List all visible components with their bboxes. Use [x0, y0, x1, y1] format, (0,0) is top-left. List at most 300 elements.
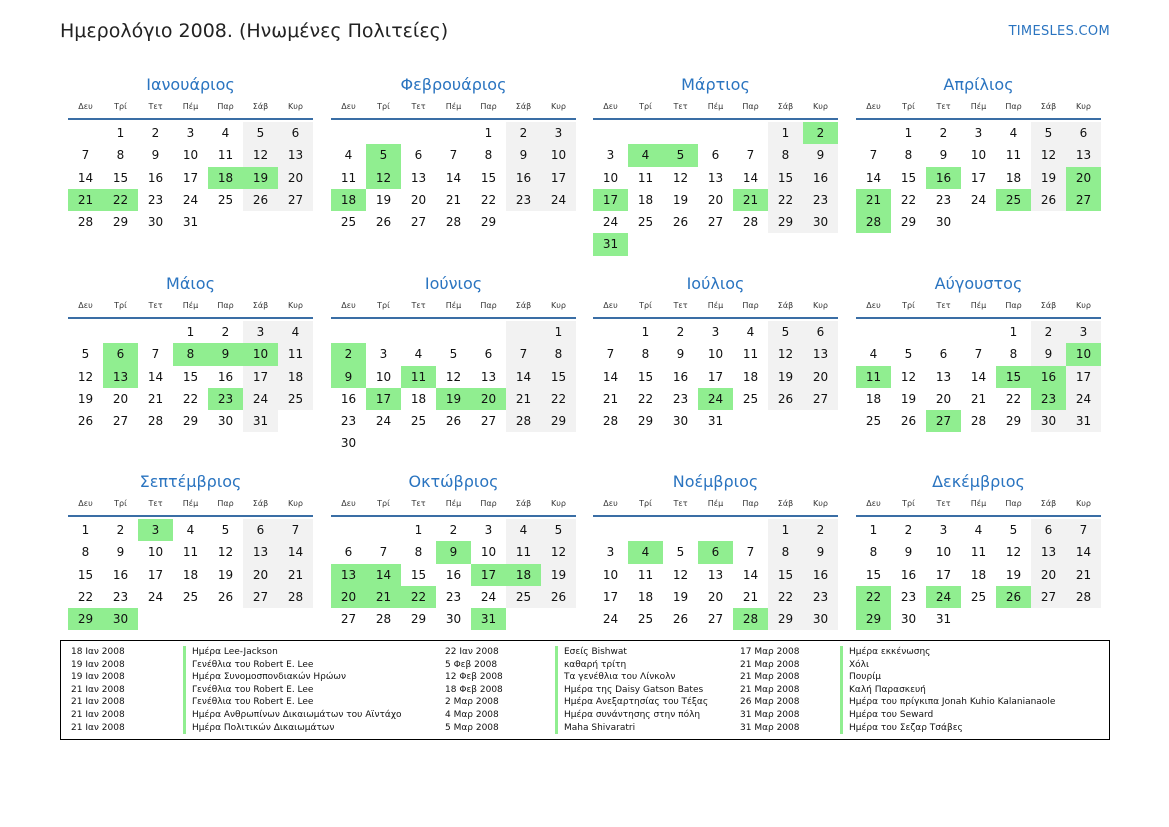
- day-cell[interactable]: 2: [221, 325, 230, 339]
- day-cell[interactable]: 28: [147, 414, 164, 429]
- day-cell[interactable]: 28: [1066, 586, 1101, 608]
- day-cell[interactable]: 23: [506, 189, 541, 211]
- day-cell[interactable]: 18: [637, 192, 654, 207]
- holiday-day-cell[interactable]: 13: [103, 366, 138, 388]
- day-cell[interactable]: 16: [445, 567, 462, 582]
- day-cell[interactable]: 29: [768, 608, 803, 630]
- day-cell[interactable]: 10: [602, 567, 619, 582]
- day-cell[interactable]: 15: [768, 564, 803, 586]
- day-cell[interactable]: 9: [676, 347, 685, 362]
- day-cell[interactable]: 6: [711, 148, 720, 163]
- day-cell[interactable]: 16: [217, 369, 234, 384]
- day-cell[interactable]: 14: [742, 170, 759, 185]
- day-cell[interactable]: 11: [637, 170, 654, 185]
- day-cell[interactable]: 3: [939, 523, 948, 537]
- day-cell[interactable]: 18: [637, 589, 654, 604]
- day-cell[interactable]: 12: [672, 170, 689, 185]
- day-cell[interactable]: 30: [217, 414, 234, 429]
- day-cell[interactable]: 1: [768, 122, 803, 144]
- day-cell[interactable]: 17: [970, 170, 987, 185]
- day-cell[interactable]: 2: [116, 523, 125, 537]
- holiday-day-cell[interactable]: 21: [733, 189, 768, 211]
- day-cell[interactable]: 15: [541, 366, 576, 388]
- day-cell[interactable]: 23: [445, 589, 462, 604]
- day-cell[interactable]: 14: [147, 369, 164, 384]
- day-cell[interactable]: 20: [707, 589, 724, 604]
- holiday-day-cell[interactable]: 24: [926, 586, 961, 608]
- day-cell[interactable]: 25: [970, 589, 987, 604]
- day-cell[interactable]: 13: [803, 343, 838, 365]
- day-cell[interactable]: 8: [541, 343, 576, 365]
- day-cell[interactable]: 1: [641, 325, 650, 339]
- day-cell[interactable]: 16: [340, 391, 357, 406]
- day-cell[interactable]: 14: [278, 541, 313, 563]
- day-cell[interactable]: 4: [974, 523, 983, 537]
- holiday-day-cell[interactable]: 18: [506, 564, 541, 586]
- day-cell[interactable]: 24: [602, 215, 619, 230]
- day-cell[interactable]: 19: [768, 366, 803, 388]
- holiday-day-cell[interactable]: 15: [996, 366, 1031, 388]
- day-cell[interactable]: 24: [602, 612, 619, 627]
- day-cell[interactable]: 5: [449, 347, 458, 362]
- day-cell[interactable]: 5: [676, 545, 685, 560]
- day-cell[interactable]: 30: [803, 608, 838, 630]
- day-cell[interactable]: 12: [672, 567, 689, 582]
- day-cell[interactable]: 25: [637, 215, 654, 230]
- day-cell[interactable]: 8: [641, 347, 650, 362]
- holiday-day-cell[interactable]: 2: [331, 343, 366, 365]
- holiday-day-cell[interactable]: 20: [1066, 167, 1101, 189]
- day-cell[interactable]: 23: [112, 589, 129, 604]
- holiday-day-cell[interactable]: 17: [471, 564, 506, 586]
- day-cell[interactable]: 7: [974, 347, 983, 362]
- day-cell[interactable]: 19: [672, 192, 689, 207]
- day-cell[interactable]: 29: [637, 414, 654, 429]
- holiday-day-cell[interactable]: 27: [926, 410, 961, 432]
- day-cell[interactable]: 16: [147, 170, 164, 185]
- holiday-day-cell[interactable]: 3: [138, 519, 173, 541]
- day-cell[interactable]: 7: [278, 519, 313, 541]
- day-cell[interactable]: 3: [606, 545, 615, 560]
- day-cell[interactable]: 25: [506, 586, 541, 608]
- day-cell[interactable]: 29: [541, 410, 576, 432]
- holiday-day-cell[interactable]: 20: [471, 388, 506, 410]
- day-cell[interactable]: 27: [340, 612, 357, 627]
- day-cell[interactable]: 29: [900, 215, 917, 230]
- day-cell[interactable]: 21: [147, 391, 164, 406]
- day-cell[interactable]: 14: [1066, 541, 1101, 563]
- day-cell[interactable]: 21: [1066, 564, 1101, 586]
- day-cell[interactable]: 15: [480, 170, 497, 185]
- day-cell[interactable]: 20: [1031, 564, 1066, 586]
- day-cell[interactable]: 7: [151, 347, 160, 362]
- day-cell[interactable]: 9: [506, 144, 541, 166]
- day-cell[interactable]: 16: [672, 369, 689, 384]
- day-cell[interactable]: 3: [379, 347, 388, 362]
- day-cell[interactable]: 6: [414, 148, 423, 163]
- day-cell[interactable]: 20: [243, 564, 278, 586]
- day-cell[interactable]: 23: [900, 589, 917, 604]
- day-cell[interactable]: 12: [77, 369, 94, 384]
- day-cell[interactable]: 26: [445, 414, 462, 429]
- day-cell[interactable]: 11: [182, 545, 199, 560]
- day-cell[interactable]: 29: [182, 414, 199, 429]
- day-cell[interactable]: 2: [939, 126, 948, 140]
- day-cell[interactable]: 25: [340, 215, 357, 230]
- day-cell[interactable]: 28: [742, 215, 759, 230]
- day-cell[interactable]: 24: [541, 189, 576, 211]
- holiday-day-cell[interactable]: 29: [856, 608, 891, 630]
- day-cell[interactable]: 25: [217, 192, 234, 207]
- day-cell[interactable]: 13: [707, 567, 724, 582]
- holiday-day-cell[interactable]: 31: [471, 608, 506, 630]
- day-cell[interactable]: 23: [803, 189, 838, 211]
- day-cell[interactable]: 27: [1031, 586, 1066, 608]
- day-cell[interactable]: 22: [900, 192, 917, 207]
- day-cell[interactable]: 27: [112, 414, 129, 429]
- day-cell[interactable]: 20: [707, 192, 724, 207]
- day-cell[interactable]: 6: [278, 122, 313, 144]
- day-cell[interactable]: 30: [340, 436, 357, 451]
- day-cell[interactable]: 3: [1066, 321, 1101, 343]
- day-cell[interactable]: 22: [541, 388, 576, 410]
- holiday-day-cell[interactable]: 2: [803, 122, 838, 144]
- day-cell[interactable]: 24: [480, 589, 497, 604]
- day-cell[interactable]: 30: [672, 414, 689, 429]
- day-cell[interactable]: 6: [344, 545, 353, 560]
- day-cell[interactable]: 24: [243, 388, 278, 410]
- day-cell[interactable]: 13: [410, 170, 427, 185]
- day-cell[interactable]: 9: [803, 144, 838, 166]
- day-cell[interactable]: 26: [900, 414, 917, 429]
- day-cell[interactable]: 19: [1031, 167, 1066, 189]
- day-cell[interactable]: 1: [768, 519, 803, 541]
- day-cell[interactable]: 20: [935, 391, 952, 406]
- day-cell[interactable]: 3: [974, 126, 983, 140]
- day-cell[interactable]: 30: [147, 215, 164, 230]
- holiday-day-cell[interactable]: 11: [401, 366, 436, 388]
- day-cell[interactable]: 2: [151, 126, 160, 140]
- day-cell[interactable]: 4: [221, 126, 230, 140]
- day-cell[interactable]: 15: [182, 369, 199, 384]
- holiday-day-cell[interactable]: 19: [436, 388, 471, 410]
- holiday-day-cell[interactable]: 31: [593, 233, 628, 255]
- holiday-day-cell[interactable]: 21: [68, 189, 103, 211]
- day-cell[interactable]: 23: [935, 192, 952, 207]
- day-cell[interactable]: 6: [1066, 122, 1101, 144]
- day-cell[interactable]: 14: [602, 369, 619, 384]
- day-cell[interactable]: 7: [506, 343, 541, 365]
- day-cell[interactable]: 21: [445, 192, 462, 207]
- day-cell[interactable]: 22: [637, 391, 654, 406]
- day-cell[interactable]: 19: [900, 391, 917, 406]
- day-cell[interactable]: 7: [81, 148, 90, 163]
- day-cell[interactable]: 18: [865, 391, 882, 406]
- day-cell[interactable]: 9: [803, 541, 838, 563]
- holiday-day-cell[interactable]: 23: [208, 388, 243, 410]
- day-cell[interactable]: 19: [541, 564, 576, 586]
- day-cell[interactable]: 1: [541, 321, 576, 343]
- day-cell[interactable]: 17: [147, 567, 164, 582]
- day-cell[interactable]: 29: [410, 612, 427, 627]
- day-cell[interactable]: 27: [480, 414, 497, 429]
- day-cell[interactable]: 25: [742, 391, 759, 406]
- day-cell[interactable]: 29: [112, 215, 129, 230]
- day-cell[interactable]: 1: [1009, 325, 1018, 339]
- day-cell[interactable]: 10: [707, 347, 724, 362]
- day-cell[interactable]: 18: [1005, 170, 1022, 185]
- day-cell[interactable]: 11: [506, 541, 541, 563]
- day-cell[interactable]: 2: [449, 523, 458, 537]
- day-cell[interactable]: 28: [278, 586, 313, 608]
- day-cell[interactable]: 3: [186, 126, 195, 140]
- day-cell[interactable]: 14: [506, 366, 541, 388]
- day-cell[interactable]: 19: [375, 192, 392, 207]
- day-cell[interactable]: 7: [606, 347, 615, 362]
- holiday-day-cell[interactable]: 26: [996, 586, 1031, 608]
- day-cell[interactable]: 13: [243, 541, 278, 563]
- holiday-day-cell[interactable]: 6: [698, 541, 733, 563]
- day-cell[interactable]: 21: [970, 391, 987, 406]
- day-cell[interactable]: 24: [147, 589, 164, 604]
- day-cell[interactable]: 2: [904, 523, 913, 537]
- day-cell[interactable]: 10: [970, 148, 987, 163]
- day-cell[interactable]: 28: [970, 414, 987, 429]
- day-cell[interactable]: 17: [182, 170, 199, 185]
- day-cell[interactable]: 1: [186, 325, 195, 339]
- day-cell[interactable]: 11: [1005, 148, 1022, 163]
- day-cell[interactable]: 21: [742, 589, 759, 604]
- holiday-day-cell[interactable]: 9: [208, 343, 243, 365]
- day-cell[interactable]: 5: [221, 523, 230, 537]
- day-cell[interactable]: 5: [81, 347, 90, 362]
- holiday-day-cell[interactable]: 30: [103, 608, 138, 630]
- day-cell[interactable]: 30: [803, 211, 838, 233]
- day-cell[interactable]: 4: [869, 347, 878, 362]
- day-cell[interactable]: 26: [217, 589, 234, 604]
- day-cell[interactable]: 26: [243, 189, 278, 211]
- day-cell[interactable]: 1: [414, 523, 423, 537]
- day-cell[interactable]: 13: [1031, 541, 1066, 563]
- day-cell[interactable]: 8: [869, 545, 878, 560]
- day-cell[interactable]: 14: [445, 170, 462, 185]
- day-cell[interactable]: 6: [484, 347, 493, 362]
- day-cell[interactable]: 4: [746, 325, 755, 339]
- day-cell[interactable]: 18: [278, 366, 313, 388]
- day-cell[interactable]: 18: [182, 567, 199, 582]
- day-cell[interactable]: 31: [182, 215, 199, 230]
- day-cell[interactable]: 1: [484, 126, 493, 140]
- day-cell[interactable]: 7: [869, 148, 878, 163]
- day-cell[interactable]: 26: [672, 612, 689, 627]
- day-cell[interactable]: 12: [541, 541, 576, 563]
- day-cell[interactable]: 27: [803, 388, 838, 410]
- day-cell[interactable]: 4: [344, 148, 353, 163]
- day-cell[interactable]: 25: [637, 612, 654, 627]
- day-cell[interactable]: 28: [506, 410, 541, 432]
- day-cell[interactable]: 22: [480, 192, 497, 207]
- day-cell[interactable]: 23: [803, 586, 838, 608]
- holiday-day-cell[interactable]: 27: [1066, 189, 1101, 211]
- day-cell[interactable]: 1: [904, 126, 913, 140]
- holiday-day-cell[interactable]: 4: [628, 144, 663, 166]
- day-cell[interactable]: 20: [278, 167, 313, 189]
- day-cell[interactable]: 4: [278, 321, 313, 343]
- day-cell[interactable]: 16: [112, 567, 129, 582]
- day-cell[interactable]: 22: [182, 391, 199, 406]
- day-cell[interactable]: 2: [1031, 321, 1066, 343]
- day-cell[interactable]: 28: [445, 215, 462, 230]
- day-cell[interactable]: 5: [904, 347, 913, 362]
- holiday-day-cell[interactable]: 18: [208, 167, 243, 189]
- holiday-day-cell[interactable]: 9: [331, 366, 366, 388]
- day-cell[interactable]: 15: [637, 369, 654, 384]
- day-cell[interactable]: 19: [77, 391, 94, 406]
- day-cell[interactable]: 15: [865, 567, 882, 582]
- day-cell[interactable]: 16: [506, 167, 541, 189]
- holiday-day-cell[interactable]: 4: [628, 541, 663, 563]
- day-cell[interactable]: 5: [768, 321, 803, 343]
- holiday-day-cell[interactable]: 28: [856, 211, 891, 233]
- day-cell[interactable]: 8: [484, 148, 493, 163]
- day-cell[interactable]: 19: [217, 567, 234, 582]
- day-cell[interactable]: 11: [637, 567, 654, 582]
- day-cell[interactable]: 20: [410, 192, 427, 207]
- day-cell[interactable]: 3: [243, 321, 278, 343]
- day-cell[interactable]: 21: [278, 564, 313, 586]
- day-cell[interactable]: 30: [900, 612, 917, 627]
- day-cell[interactable]: 28: [375, 612, 392, 627]
- site-link[interactable]: TIMESLES.COM: [1008, 24, 1110, 39]
- day-cell[interactable]: 9: [904, 545, 913, 560]
- day-cell[interactable]: 17: [602, 589, 619, 604]
- day-cell[interactable]: 2: [803, 519, 838, 541]
- day-cell[interactable]: 20: [803, 366, 838, 388]
- day-cell[interactable]: 27: [707, 612, 724, 627]
- day-cell[interactable]: 16: [900, 567, 917, 582]
- holiday-day-cell[interactable]: 21: [856, 189, 891, 211]
- day-cell[interactable]: 27: [707, 215, 724, 230]
- day-cell[interactable]: 14: [865, 170, 882, 185]
- day-cell[interactable]: 11: [970, 545, 987, 560]
- day-cell[interactable]: 2: [506, 122, 541, 144]
- day-cell[interactable]: 14: [742, 567, 759, 582]
- holiday-day-cell[interactable]: 22: [103, 189, 138, 211]
- day-cell[interactable]: 9: [151, 148, 160, 163]
- day-cell[interactable]: 13: [278, 144, 313, 166]
- day-cell[interactable]: 5: [1031, 122, 1066, 144]
- day-cell[interactable]: 20: [112, 391, 129, 406]
- holiday-day-cell[interactable]: 6: [103, 343, 138, 365]
- day-cell[interactable]: 25: [865, 414, 882, 429]
- day-cell[interactable]: 3: [711, 325, 720, 339]
- day-cell[interactable]: 12: [900, 369, 917, 384]
- day-cell[interactable]: 10: [147, 545, 164, 560]
- day-cell[interactable]: 3: [484, 523, 493, 537]
- day-cell[interactable]: 15: [900, 170, 917, 185]
- day-cell[interactable]: 10: [375, 369, 392, 384]
- day-cell[interactable]: 17: [935, 567, 952, 582]
- day-cell[interactable]: 23: [672, 391, 689, 406]
- day-cell[interactable]: 24: [375, 414, 392, 429]
- day-cell[interactable]: 8: [904, 148, 913, 163]
- day-cell[interactable]: 29: [1005, 414, 1022, 429]
- day-cell[interactable]: 13: [707, 170, 724, 185]
- holiday-day-cell[interactable]: 5: [663, 144, 698, 166]
- day-cell[interactable]: 10: [935, 545, 952, 560]
- holiday-day-cell[interactable]: 23: [1031, 388, 1066, 410]
- day-cell[interactable]: 5: [243, 122, 278, 144]
- holiday-day-cell[interactable]: 9: [436, 541, 471, 563]
- day-cell[interactable]: 14: [77, 170, 94, 185]
- holiday-day-cell[interactable]: 16: [926, 167, 961, 189]
- day-cell[interactable]: 18: [742, 369, 759, 384]
- day-cell[interactable]: 17: [707, 369, 724, 384]
- day-cell[interactable]: 4: [186, 523, 195, 537]
- holiday-day-cell[interactable]: 29: [68, 608, 103, 630]
- day-cell[interactable]: 12: [768, 343, 803, 365]
- day-cell[interactable]: 4: [1009, 126, 1018, 140]
- day-cell[interactable]: 30: [1031, 410, 1066, 432]
- day-cell[interactable]: 6: [939, 347, 948, 362]
- day-cell[interactable]: 8: [768, 541, 803, 563]
- day-cell[interactable]: 27: [243, 586, 278, 608]
- day-cell[interactable]: 2: [676, 325, 685, 339]
- day-cell[interactable]: 28: [77, 215, 94, 230]
- holiday-day-cell[interactable]: 17: [366, 388, 401, 410]
- day-cell[interactable]: 25: [182, 589, 199, 604]
- holiday-day-cell[interactable]: 13: [331, 564, 366, 586]
- holiday-day-cell[interactable]: 16: [1031, 366, 1066, 388]
- holiday-day-cell[interactable]: 18: [331, 189, 366, 211]
- day-cell[interactable]: 24: [1066, 388, 1101, 410]
- day-cell[interactable]: 21: [602, 391, 619, 406]
- day-cell[interactable]: 30: [935, 215, 952, 230]
- holiday-day-cell[interactable]: 21: [366, 586, 401, 608]
- day-cell[interactable]: 31: [1066, 410, 1101, 432]
- day-cell[interactable]: 19: [1005, 567, 1022, 582]
- holiday-day-cell[interactable]: 8: [173, 343, 208, 365]
- day-cell[interactable]: 21: [506, 388, 541, 410]
- day-cell[interactable]: 26: [77, 414, 94, 429]
- day-cell[interactable]: 11: [340, 170, 357, 185]
- day-cell[interactable]: 10: [541, 144, 576, 166]
- holiday-day-cell[interactable]: 19: [243, 167, 278, 189]
- day-cell[interactable]: 6: [1031, 519, 1066, 541]
- holiday-day-cell[interactable]: 17: [593, 189, 628, 211]
- day-cell[interactable]: 17: [243, 366, 278, 388]
- day-cell[interactable]: 1: [81, 523, 90, 537]
- holiday-day-cell[interactable]: 5: [366, 144, 401, 166]
- day-cell[interactable]: 29: [480, 215, 497, 230]
- day-cell[interactable]: 15: [77, 567, 94, 582]
- day-cell[interactable]: 18: [970, 567, 987, 582]
- day-cell[interactable]: 9: [1031, 343, 1066, 365]
- day-cell[interactable]: 29: [768, 211, 803, 233]
- day-cell[interactable]: 3: [541, 122, 576, 144]
- day-cell[interactable]: 12: [1005, 545, 1022, 560]
- day-cell[interactable]: 26: [541, 586, 576, 608]
- holiday-day-cell[interactable]: 14: [366, 564, 401, 586]
- day-cell[interactable]: 3: [606, 148, 615, 163]
- day-cell[interactable]: 4: [506, 519, 541, 541]
- day-cell[interactable]: 11: [217, 148, 234, 163]
- day-cell[interactable]: 10: [602, 170, 619, 185]
- day-cell[interactable]: 24: [970, 192, 987, 207]
- day-cell[interactable]: 15: [410, 567, 427, 582]
- day-cell[interactable]: 31: [243, 410, 278, 432]
- day-cell[interactable]: 12: [217, 545, 234, 560]
